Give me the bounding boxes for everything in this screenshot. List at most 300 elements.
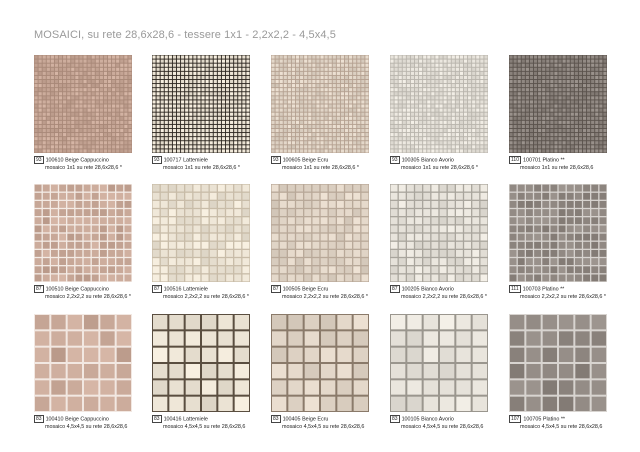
mosaic-tessera [571, 145, 574, 148]
mosaic-tessera [391, 250, 398, 257]
mosaic-tessera [92, 129, 95, 132]
mosaic-tessera [214, 76, 217, 79]
mosaic-tessera [193, 121, 196, 124]
product-name: Beige Ecru [302, 286, 329, 293]
mosaic-tessera [34, 55, 37, 58]
mosaic-tessera [59, 242, 66, 249]
mosaic-tessera [587, 76, 590, 79]
mosaic-tessera [554, 72, 557, 75]
mosaic-tessera [468, 121, 471, 124]
mosaic-tessera [104, 88, 107, 91]
mosaic-tessera [464, 209, 471, 216]
mosaic-tessera [571, 88, 574, 91]
mosaic-tessera [603, 68, 606, 71]
mosaic-tessera [206, 84, 209, 87]
mosaic-tessera [399, 258, 406, 265]
mosaic-tessera [403, 133, 406, 136]
mosaic-tessera [230, 64, 233, 67]
mosaic-tessera [509, 60, 512, 63]
mosaic-tessera [526, 250, 533, 257]
mosaic-tessera [399, 217, 406, 224]
mosaic-tessera [34, 80, 37, 83]
mosaic-tessera [108, 201, 115, 208]
mosaic-tessera [431, 133, 434, 136]
mosaic-tessera [210, 104, 213, 107]
mosaic-tessera [230, 137, 233, 140]
mosaic-tessera [411, 129, 414, 132]
mosaic-tessera [431, 96, 434, 99]
mosaic-tessera [88, 117, 91, 120]
mosaic-tessera [312, 96, 315, 99]
mosaic-tessera [100, 80, 103, 83]
mosaic-tessera [415, 84, 418, 87]
mosaic-tessera [534, 88, 537, 91]
mosaic-tessera [476, 68, 479, 71]
mosaic-tessera [403, 60, 406, 63]
mosaic-tessera [423, 250, 430, 257]
mosaic-tessera [415, 250, 422, 257]
mosaic-tessera [395, 96, 398, 99]
mosaic-tessera [280, 225, 287, 232]
mosaic-tessera [353, 76, 356, 79]
mosaic-tessera [214, 129, 217, 132]
mosaic-tessera [181, 60, 184, 63]
mosaic-tessera [316, 141, 319, 144]
mosaic-tessera [108, 109, 111, 112]
mosaic-tessera [124, 113, 127, 116]
mosaic-tessera [599, 72, 602, 75]
mosaic-tessera [399, 193, 406, 200]
mosaic-tessera [591, 96, 594, 99]
mosaic-tessera [353, 113, 356, 116]
mosaic-tessera [444, 72, 447, 75]
mosaic-tessera [361, 129, 364, 132]
mosaic-tessera [226, 145, 229, 148]
mosaic-tessera [75, 274, 82, 281]
mosaic-tessera [238, 113, 241, 116]
mosaic-tessera [567, 104, 570, 107]
mosaic-tessera [75, 129, 78, 132]
mosaic-tessera [390, 55, 393, 58]
mosaic-tessera [169, 201, 176, 208]
mosaic-tessera [415, 80, 418, 83]
mosaic-tessera [399, 76, 402, 79]
mosaic-tessera [68, 315, 82, 329]
mosaic-tessera [55, 141, 58, 144]
mosaic-tessera [71, 117, 74, 120]
mosaic-tessera [435, 129, 438, 132]
mosaic-tessera [35, 397, 49, 411]
mosaic-tessera [226, 125, 229, 128]
product-caption [390, 156, 515, 172]
mosaic-tessera [567, 209, 574, 216]
mosaic-tessera [337, 348, 351, 362]
mosaic-tessera [464, 201, 471, 208]
mosaic-tessera [124, 217, 131, 224]
mosaic-tessera [230, 121, 233, 124]
mosaic-tessera [312, 266, 319, 273]
mosaic-tessera [88, 55, 91, 58]
mosaic-tessera [452, 72, 455, 75]
mosaic-tessera [329, 193, 336, 200]
mosaic-tessera [108, 274, 115, 281]
mosaic-tessera [349, 88, 352, 91]
mosaic-tessera [571, 121, 574, 124]
mosaic-tessera [563, 88, 566, 91]
mosaic-tessera [288, 274, 295, 281]
mosaic-tessera [165, 96, 168, 99]
mosaic-tessera [579, 121, 582, 124]
mosaic-tessera [238, 96, 241, 99]
mosaic-tessera [51, 364, 65, 378]
mosaic-tessera [197, 141, 200, 144]
mosaic-tessera [284, 129, 287, 132]
mosaic-tessera [407, 217, 414, 224]
mosaic-tessera [341, 121, 344, 124]
mosaic-tessera [337, 125, 340, 128]
mosaic-tessera [345, 125, 348, 128]
mosaic-tessera [563, 80, 566, 83]
mosaic-tessera [472, 133, 475, 136]
mosaic-tessera [530, 133, 533, 136]
mosaic-tessera [337, 331, 351, 345]
mosaic-tessera [468, 145, 471, 148]
mosaic-tessera [71, 60, 74, 63]
mosaic-tessera [169, 88, 172, 91]
mosaic-tessera [349, 125, 352, 128]
mosaic-tessera [271, 104, 274, 107]
mosaic-tessera [592, 397, 606, 411]
mosaic-tessera [518, 117, 521, 120]
mosaic-tessera [71, 84, 74, 87]
mosaic-tessera [349, 117, 352, 120]
mosaic-tessera [542, 113, 545, 116]
mosaic-tessera [329, 129, 332, 132]
mosaic-tessera [526, 60, 529, 63]
mosaic-tessera [591, 193, 598, 200]
mosaic-tessera [304, 68, 307, 71]
mosaic-tessera [599, 60, 602, 63]
mosaic-tessera [395, 100, 398, 103]
mosaic-tessera [341, 88, 344, 91]
mosaic-tessera [423, 84, 426, 87]
mosaic-tessera [423, 234, 430, 241]
mosaic-tessera [186, 348, 200, 362]
mosaic-tessera [296, 92, 299, 95]
mosaic-tessera [550, 137, 553, 140]
mosaic-tessera [337, 129, 340, 132]
mosaic-tessera [189, 68, 192, 71]
mosaic-tessera [206, 76, 209, 79]
mosaic-tessera [47, 100, 50, 103]
mosaic-tessera [63, 137, 66, 140]
mosaic-tessera [591, 104, 594, 107]
mosaic-tessera [518, 193, 525, 200]
mosaic-tessera [575, 64, 578, 67]
mosaic-tessera [67, 68, 70, 71]
mosaic-tessera [206, 109, 209, 112]
mosaic-tessera [39, 80, 42, 83]
mosaic-tessera [353, 104, 356, 107]
mosaic-tessera [197, 84, 200, 87]
mosaic-tessera [476, 60, 479, 63]
mosaic-tessera [108, 193, 115, 200]
mosaic-tessera [214, 104, 217, 107]
mosaic-tessera [75, 234, 82, 241]
mosaic-tessera [157, 149, 160, 152]
mosaic-tessera [222, 100, 225, 103]
mosaic-tessera [292, 104, 295, 107]
mosaic-tessera [514, 76, 517, 79]
mosaic-tessera [464, 242, 471, 249]
mosaic-tessera [39, 55, 42, 58]
mosaic-tessera [476, 125, 479, 128]
mosaic-tessera [284, 88, 287, 91]
mosaic-tessera [157, 72, 160, 75]
mosaic-tessera [71, 129, 74, 132]
mosaic-tessera [575, 141, 578, 144]
mosaic-tessera [329, 141, 332, 144]
mosaic-tessera [542, 80, 545, 83]
mosaic-tessera [480, 109, 483, 112]
mosaic-tessera [427, 92, 430, 95]
mosaic-tessera [43, 96, 46, 99]
mosaic-tessera [75, 145, 78, 148]
mosaic-tessera [235, 364, 249, 378]
mosaic-tessera [464, 96, 467, 99]
mosaic-tessera [337, 121, 340, 124]
mosaic-tessera [325, 113, 328, 116]
mosaic-tessera [165, 55, 168, 58]
mosaic-tessera [222, 55, 225, 58]
mosaic-tessera [59, 88, 62, 91]
mosaic-tessera [185, 100, 188, 103]
mosaic-tessera [514, 125, 517, 128]
mosaic-tessera [559, 315, 573, 329]
mosaic-tessera [246, 55, 249, 58]
mosaic-tessera [468, 84, 471, 87]
mosaic-tessera [292, 137, 295, 140]
mosaic-tessera [534, 193, 541, 200]
mosaic-tessera [575, 76, 578, 79]
mosaic-tessera [161, 201, 168, 208]
mosaic-tessera [464, 141, 467, 144]
mosaic-tessera [391, 201, 398, 208]
mosaic-tessera [238, 137, 241, 140]
mosaic-tessera [300, 72, 303, 75]
mosaic-tessera [411, 141, 414, 144]
mosaic-tessera [411, 92, 414, 95]
mosaic-tessera [365, 96, 368, 99]
mosaic-tessera [226, 92, 229, 95]
mosaic-tessera [452, 68, 455, 71]
mosaic-tessera [185, 258, 192, 265]
mosaic-tessera [476, 55, 479, 58]
mosaic-tessera [271, 133, 274, 136]
mosaic-tessera [591, 109, 594, 112]
mosaic-tessera [435, 76, 438, 79]
mosaic-tessera [242, 250, 249, 257]
mosaic-tessera [427, 145, 430, 148]
mosaic-tessera [59, 104, 62, 107]
mosaic-tessera [480, 133, 483, 136]
mosaic-tessera [419, 68, 422, 71]
mosaic-tessera [83, 76, 86, 79]
mosaic-tessera [571, 141, 574, 144]
mosaic-tessera [538, 76, 541, 79]
mosaic-tessera [300, 76, 303, 79]
mosaic-tessera [35, 266, 42, 273]
mosaic-tessera [435, 141, 438, 144]
mosaic-tessera [357, 133, 360, 136]
mosaic-tessera [431, 68, 434, 71]
mosaic-tessera [59, 72, 62, 75]
mosaic-tessera [181, 96, 184, 99]
mosaic-tessera [419, 100, 422, 103]
mosaic-tessera [440, 193, 447, 200]
mosaic-tessera [357, 100, 360, 103]
mosaic-tessera [522, 55, 525, 58]
mosaic-tessera [361, 84, 364, 87]
mosaic-tessera [448, 96, 451, 99]
mosaic-tessera [128, 88, 131, 91]
mosaic-tessera [595, 96, 598, 99]
mosaic-tessera [161, 92, 164, 95]
mosaic-tessera [395, 149, 398, 152]
mosaic-tessera [357, 104, 360, 107]
mosaic-tessera [415, 92, 418, 95]
mosaic-tessera [534, 149, 537, 152]
mosaic-tessera [84, 250, 91, 257]
mosaic-tessera [591, 250, 598, 257]
mosaic-tessera [518, 242, 525, 249]
mosaic-tessera [599, 193, 606, 200]
mosaic-tessera [337, 209, 344, 216]
mosaic-tessera [230, 141, 233, 144]
mosaic-tessera [161, 225, 168, 232]
mosaic-tessera [399, 64, 402, 67]
mosaic-tessera [599, 100, 602, 103]
mosaic-tessera [79, 117, 82, 120]
mosaic-tessera [365, 137, 368, 140]
mosaic-tessera [96, 80, 99, 83]
mosaic-tessera [272, 274, 279, 281]
mosaic-tessera [185, 225, 192, 232]
mosaic-tessera [456, 64, 459, 67]
mosaic-tessera [296, 266, 303, 273]
mosaic-tessera [567, 55, 570, 58]
product-code: 100705 [523, 416, 542, 423]
product-code: 100610 [45, 157, 64, 164]
mosaic-tessera [185, 92, 188, 95]
mosaic-tessera [480, 149, 483, 152]
mosaic-tessera [390, 80, 393, 83]
mosaic-tessera [514, 129, 517, 132]
mosaic-tessera [452, 145, 455, 148]
mosaic-tessera [51, 201, 58, 208]
mosaic-tessera [226, 64, 229, 67]
mosaic-tessera [391, 266, 398, 273]
mosaic-tessera [181, 76, 184, 79]
mosaic-tessera [246, 68, 249, 71]
mosaic-tessera [464, 104, 467, 107]
mosaic-tessera [395, 64, 398, 67]
mosaic-tessera [92, 234, 99, 241]
mosaic-tessera [226, 121, 229, 124]
mosaic-tessera [214, 55, 217, 58]
mosaic-tessera [316, 84, 319, 87]
mosaic-tessera [456, 250, 463, 257]
mosaic-tessera [124, 141, 127, 144]
mosaic-tessera [484, 100, 487, 103]
mosaic-tessera [599, 125, 602, 128]
mosaic-tessera [226, 76, 229, 79]
mosaic-tessera [284, 117, 287, 120]
mosaic-tessera [407, 84, 410, 87]
mosaic-tessera [88, 88, 91, 91]
mosaic-tessera [546, 109, 549, 112]
mosaic-tessera [79, 145, 82, 148]
mosaic-tessera [88, 100, 91, 103]
mosaic-tessera [431, 201, 438, 208]
mosaic-tessera [583, 72, 586, 75]
mosaic-tessera [193, 250, 200, 257]
mosaic-tessera [603, 137, 606, 140]
mosaic-tessera [439, 149, 442, 152]
mosaic-tessera [476, 129, 479, 132]
mosaic-tessera [599, 149, 602, 152]
mosaic-tessera [522, 125, 525, 128]
mosaic-tessera [431, 137, 434, 140]
mosaic-tessera [169, 274, 176, 281]
mosaic-tessera [300, 129, 303, 132]
mosaic-tessera [181, 117, 184, 120]
mosaic-tessera [63, 117, 66, 120]
mosaic-tessera [583, 133, 586, 136]
mosaic-tessera [452, 80, 455, 83]
mosaic-tessera [165, 137, 168, 140]
mosaic-tessera [349, 80, 352, 83]
mosaic-tessera [206, 141, 209, 144]
mosaic-tessera [71, 100, 74, 103]
mosaic-tessera [329, 250, 336, 257]
mosaic-tessera [96, 64, 99, 67]
mosaic-tessera [276, 92, 279, 95]
mosaic-tessera [510, 266, 517, 273]
mosaic-tessera [177, 145, 180, 148]
mosaic-tessera [169, 84, 172, 87]
mosaic-tessera [399, 137, 402, 140]
mosaic-tessera [587, 60, 590, 63]
mosaic-tessera [399, 242, 406, 249]
mosaic-tessera [448, 225, 455, 232]
mosaic-tessera [79, 80, 82, 83]
mosaic-tessera [321, 397, 335, 411]
mosaic-tessera [112, 145, 115, 148]
mosaic-tessera [193, 217, 200, 224]
mosaic-tessera [534, 201, 541, 208]
mosaic-tessera [59, 121, 62, 124]
mosaic-tessera [34, 76, 37, 79]
mosaic-tessera [75, 88, 78, 91]
mosaic-tessera [448, 55, 451, 58]
mosaic-tessera [341, 76, 344, 79]
mosaic-tessera [424, 348, 438, 362]
mosaic-tessera [419, 125, 422, 128]
mosaic-tessera [152, 64, 155, 67]
mosaic-tessera [509, 64, 512, 67]
mosaic-tessera [169, 55, 172, 58]
